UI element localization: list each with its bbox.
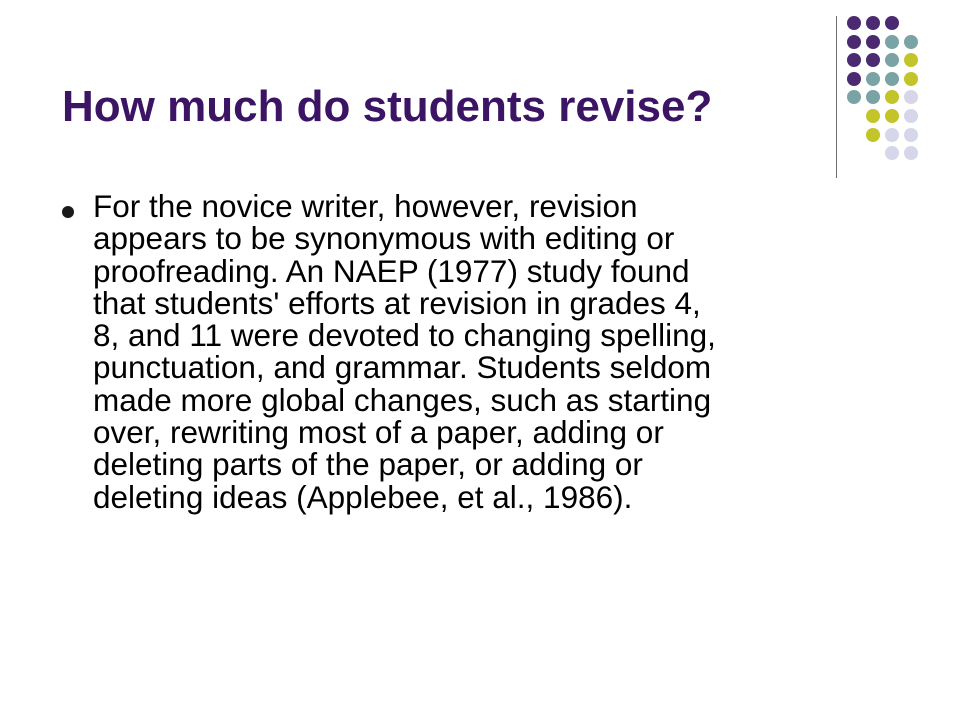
decorative-dot-icon <box>866 72 880 86</box>
slide-title: How much do students revise? <box>62 82 713 131</box>
decorative-dot-icon <box>904 72 918 86</box>
decorative-dot-icon <box>885 53 899 67</box>
decorative-dot-icon <box>885 128 899 142</box>
decorative-dot-icon <box>904 53 918 67</box>
body-line: deleting parts of the paper, or adding or <box>93 446 643 483</box>
body-line: punctuation, and grammar. Students seldom <box>93 349 712 386</box>
decorative-dot-icon <box>847 72 861 86</box>
decorative-dot-icon <box>847 53 861 67</box>
decorative-dot-icon <box>866 53 880 67</box>
decorative-dot-icon <box>904 90 918 104</box>
body-line: For the novice writer, however, revision <box>93 188 638 224</box>
decorative-dot-icon <box>885 72 899 86</box>
body-line: deleting ideas (Applebee, et al., 1986). <box>93 478 633 515</box>
decorative-dot-icon <box>904 109 918 123</box>
decorative-dot-icon <box>885 16 899 30</box>
body-line: appears to be synonymous with editing or <box>93 220 675 257</box>
decorative-dot-icon <box>847 35 861 49</box>
body-line: that students' efforts at revision in grades 4, <box>93 284 701 321</box>
decorative-dot-icon <box>885 90 899 104</box>
decorative-dot-icon <box>885 109 899 123</box>
decorative-dot-icon <box>885 35 899 49</box>
body-line: made more global changes, such as starting <box>93 381 712 418</box>
decorative-dot-icon <box>904 35 918 49</box>
decorative-dot-icon <box>866 90 880 104</box>
decorative-dot-icon <box>904 128 918 142</box>
bullet-item <box>62 190 902 513</box>
decorative-dot-icon <box>866 128 880 142</box>
decorative-dot-icon <box>866 35 880 49</box>
title-divider <box>836 16 837 178</box>
decorative-dot-icon <box>885 146 899 160</box>
body-line: proofreading. An NAEP (1977) study found <box>93 252 690 289</box>
decorative-dot-icon <box>866 16 880 30</box>
bullet-dot-icon <box>62 206 74 218</box>
decorative-dot-icon <box>866 109 880 123</box>
bullet-list <box>62 190 902 513</box>
decorative-dot-icon <box>847 16 861 30</box>
decorative-dot-icon <box>904 146 918 160</box>
body-line: over, rewriting most of a paper, adding or <box>93 414 664 451</box>
decorative-dot-icon <box>847 90 861 104</box>
body-line: 8, and 11 were devoted to changing spelling, <box>93 317 716 354</box>
